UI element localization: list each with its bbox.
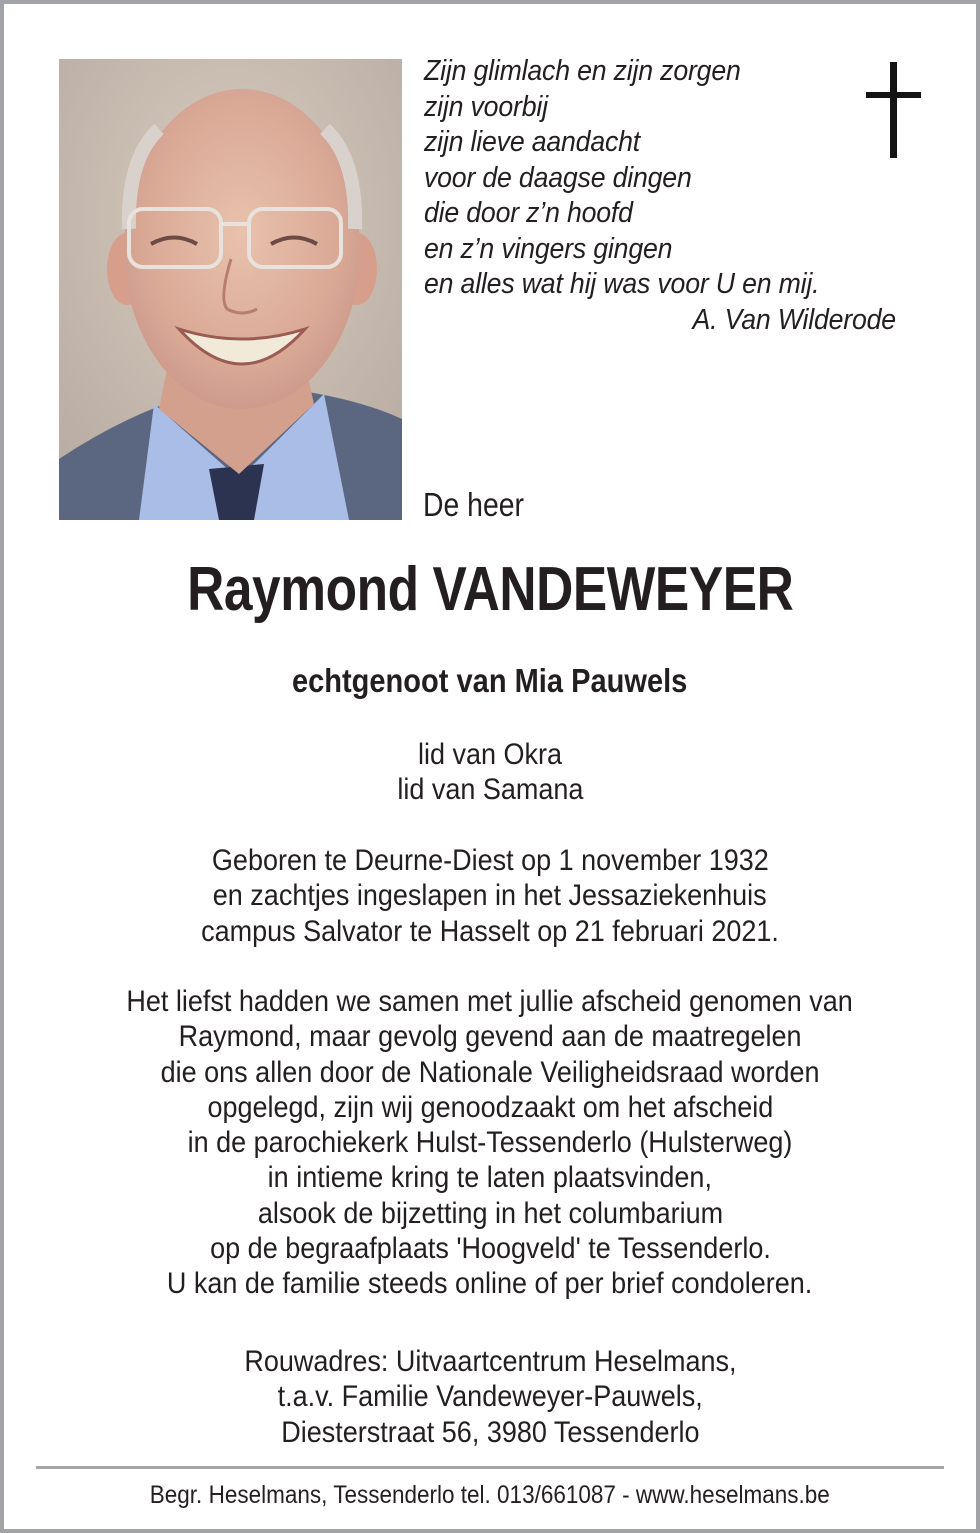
deceased-name-text: Raymond VANDEWEYER bbox=[186, 555, 794, 624]
membership-item: lid van Okra bbox=[417, 738, 563, 771]
farewell-line: opgelegd, zijn wij genoodzaakt om het afscheid bbox=[207, 1090, 773, 1124]
poem-line: voor de daagse dingen bbox=[424, 161, 692, 194]
poem-author: A. Van Wilderode bbox=[692, 303, 896, 336]
farewell-line: alsook de bijzetting in het columbarium bbox=[257, 1196, 723, 1230]
farewell-line: die ons allen door de Nationale Veiligheidsraad worden bbox=[160, 1055, 820, 1089]
cross-vertical-bar bbox=[890, 62, 897, 158]
farewell-notice bbox=[4, 984, 976, 1302]
address-line: Diesterstraat 56, 3980 Tessenderlo bbox=[280, 1415, 700, 1449]
membership-item: lid van Samana bbox=[396, 773, 584, 807]
portrait-photo bbox=[59, 59, 402, 520]
birth-death-line: Geboren te Deurne-Diest op 1 november 1932 bbox=[211, 844, 769, 877]
spouse-text: echtgenoot van Mia Pauwels bbox=[292, 662, 688, 699]
farewell-line: in intieme kring te laten plaatsvinden, bbox=[267, 1161, 713, 1195]
birth-death-line: campus Salvator te Hasselt op 21 februari 2021. bbox=[201, 914, 779, 948]
poem-line: zijn lieve aandacht bbox=[424, 126, 641, 158]
poem-line: Zijn glimlach en zijn zorgen bbox=[424, 55, 741, 87]
poem-line: zijn voorbij bbox=[424, 90, 548, 123]
mourning-address bbox=[4, 1344, 976, 1450]
birth-death-info bbox=[4, 843, 976, 949]
farewell-line: in de parochiekerk Hulst-Tessenderlo (Hulsterweg) bbox=[187, 1126, 793, 1160]
poem-line: die door z’n hoofd bbox=[424, 197, 633, 229]
poem-line: en z’n vingers gingen bbox=[424, 232, 673, 265]
farewell-line: Het liefst hadden we samen met jullie afscheid genomen van bbox=[126, 985, 854, 1018]
footer-divider bbox=[36, 1466, 944, 1469]
title-prefix: De heer bbox=[423, 486, 524, 523]
cross-horizontal-bar bbox=[866, 92, 921, 98]
farewell-line: Raymond, maar gevolg gevend aan de maatregelen bbox=[178, 1020, 802, 1054]
footer-text: Begr. Heselmans, Tessenderlo tel. 013/661087 - www.heselmans.be bbox=[150, 1481, 830, 1509]
address-line: Rouwadres: Uitvaartcentrum Heselmans, bbox=[243, 1345, 737, 1378]
cross-icon bbox=[866, 62, 921, 158]
farewell-line: op de begraafplaats 'Hoogveld' te Tessenderlo. bbox=[209, 1232, 771, 1266]
farewell-line: U kan de familie steeds online of per brief condoleren. bbox=[167, 1267, 813, 1301]
poem-line: en alles wat hij was voor U en mij. bbox=[424, 268, 820, 300]
funeral-home-footer bbox=[4, 1481, 976, 1510]
deceased-name bbox=[4, 554, 976, 625]
portrait-illustration bbox=[59, 59, 402, 520]
address-line: t.a.v. Familie Vandeweyer-Pauwels, bbox=[277, 1380, 703, 1414]
birth-death-line: en zachtjes ingeslapen in het Jessaziekenhuis bbox=[213, 879, 767, 913]
spouse-line bbox=[4, 662, 976, 700]
obituary-card bbox=[4, 4, 976, 1529]
memberships bbox=[4, 737, 976, 808]
memorial-poem bbox=[424, 54, 896, 338]
